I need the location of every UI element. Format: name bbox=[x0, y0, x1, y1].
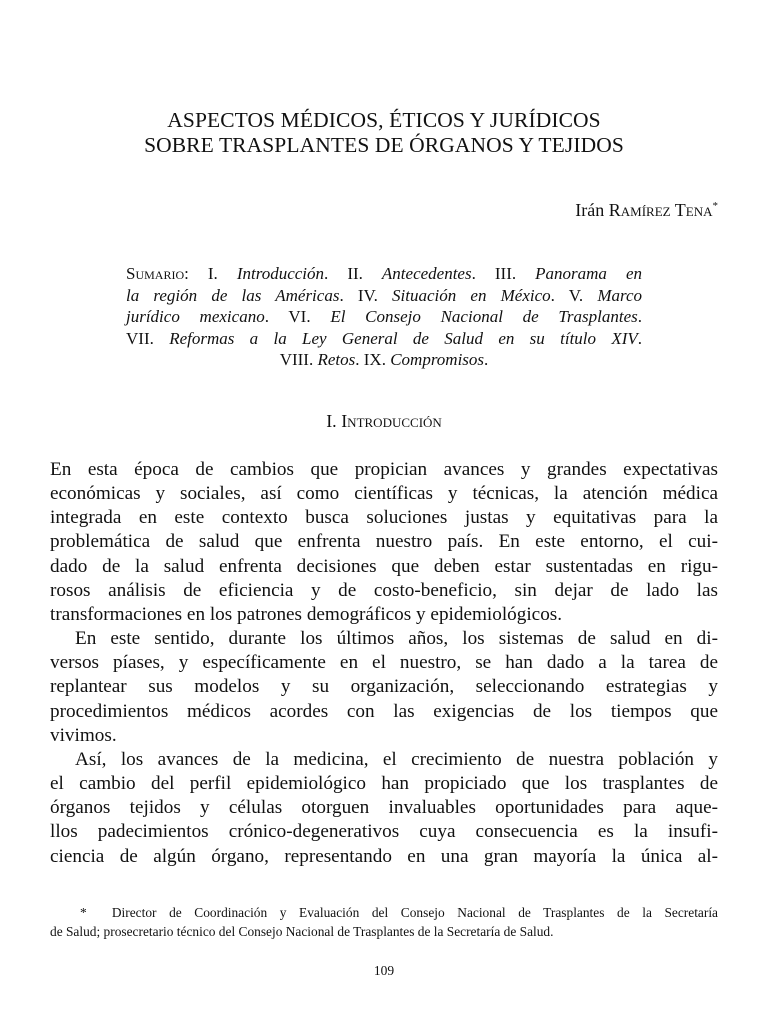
summary-numeral: II. bbox=[347, 264, 363, 283]
footnote-mark: * bbox=[80, 905, 87, 920]
summary-line: VII. Reformas a la Ley General de Salud en su título XIV. bbox=[126, 328, 643, 348]
footnote-text-1: Director de Coordinación y Evaluación del Consejo Nacional de Trasplantes de la Secretaría bbox=[111, 905, 718, 920]
summary-numeral: VIII. bbox=[279, 350, 314, 369]
summary-label: Sumario bbox=[126, 264, 185, 283]
summary-item-title-part: la región de las Américas bbox=[126, 285, 340, 305]
body-line: llos padecimientos crónico-degenerativos cuya consecuencia es la insufi- bbox=[50, 821, 718, 843]
title-line-2: SOBRE TRASPLANTES DE ÓRGANOS Y TEJIDOS bbox=[144, 133, 624, 157]
section-title: Introducción bbox=[341, 411, 442, 431]
summary-item-title: El Consejo Nacional de Trasplantes bbox=[330, 307, 638, 326]
table-of-contents-summary bbox=[126, 263, 642, 371]
body-line: órganos tejidos y células otorguen invaluables oportunidades para aque- bbox=[50, 797, 718, 819]
summary-numeral: III. bbox=[494, 264, 517, 283]
author-surname: Ramírez Tena bbox=[608, 200, 713, 220]
summary-item-title: Introducción bbox=[236, 264, 325, 283]
body-line: Así, los avances de la medicina, el crecimiento de nuestra población y bbox=[75, 748, 718, 770]
body-line: versos píases, y específicamente en el nuestro, se han dado a la tarea de bbox=[50, 652, 718, 674]
summary-line: jurídico mexicano. VI. El Consejo Nacional de Trasplantes. bbox=[126, 307, 643, 326]
summary-numeral: I. bbox=[207, 264, 218, 283]
summary-numeral: VII. bbox=[126, 328, 154, 348]
author-byline bbox=[575, 199, 718, 221]
body-line: En esta época de cambios que propician avances y grandes expectativas bbox=[50, 459, 718, 480]
author-given-name: Irán bbox=[575, 200, 605, 220]
summary-line: VIII. Retos. IX. Compromisos. bbox=[279, 350, 489, 369]
body-line: dado de la salud enfrenta decisiones que deben estar sustentadas en rigu- bbox=[50, 555, 718, 577]
summary-item-title: Situación en México bbox=[392, 285, 551, 305]
body-line: el cambio del perfil epidemiológico han propiciado que los trasplantes de bbox=[50, 773, 718, 795]
author-footnote-mark: * bbox=[712, 200, 718, 212]
summary-item-title: Compromisos bbox=[390, 350, 485, 369]
body-line: problemática de salud que enfrenta nuestro país. En este entorno, el cui- bbox=[50, 531, 718, 553]
summary-line: la región de las Américas. IV. Situación en México. V. Marco bbox=[126, 285, 643, 305]
summary-item-title-part: Marco bbox=[597, 285, 643, 305]
summary-numeral: V. bbox=[568, 285, 584, 305]
body-line: ciencia de algún órgano, representando en una gran mayoría la única al- bbox=[50, 845, 718, 867]
body-line: transformaciones en los patrones demográficos y epidemiológicos. bbox=[50, 603, 563, 625]
page-number: 109 bbox=[373, 963, 395, 978]
body-line: En este sentido, durante los últimos años, los sistemas de salud en di- bbox=[75, 628, 718, 650]
footnote-line bbox=[50, 903, 718, 922]
body-line: procedimientos médicos acordes con las exigencias de los tiempos que bbox=[50, 700, 718, 722]
summary-item-title: Retos bbox=[317, 350, 356, 369]
article-title bbox=[0, 108, 768, 158]
footnote-line: de Salud; prosecretario técnico del Consejo Nacional de Trasplantes de la Secretaría de Salud. bbox=[50, 924, 554, 939]
body-text bbox=[50, 458, 718, 869]
body-line: replantear sus modelos y su organización, seleccionando estrategias y bbox=[50, 676, 718, 698]
summary-item-title-part: jurídico mexicano bbox=[126, 307, 265, 326]
body-line: integrada en este contexto busca soluciones justas y equitativas para la bbox=[50, 507, 718, 529]
summary-numeral: VI. bbox=[288, 307, 311, 326]
section-heading bbox=[0, 410, 768, 432]
summary-numeral: IV. bbox=[357, 285, 378, 305]
section-numeral: I. bbox=[326, 411, 337, 431]
title-line-1: ASPECTOS MÉDICOS, ÉTICOS Y JURÍDICOS bbox=[167, 108, 601, 132]
summary-item-title: Reformas a la Ley General de Salud en su título XIV bbox=[169, 328, 638, 348]
body-line: rosos análisis de eficiencia y de costo-beneficio, sin dejar de lado las bbox=[50, 579, 718, 601]
body-line: vivimos. bbox=[50, 724, 117, 746]
summary-item-title-part: Panorama en bbox=[535, 264, 643, 283]
summary-numeral: IX. bbox=[363, 350, 386, 369]
summary-item-title: Antecedentes bbox=[381, 264, 472, 283]
summary-line: Sumario: I. Introducción. II. Antecedentes. III. Panorama en bbox=[126, 264, 643, 283]
footnote bbox=[50, 903, 718, 941]
body-line: económicas y sociales, así como científicas y técnicas, la atención médica bbox=[50, 483, 718, 505]
